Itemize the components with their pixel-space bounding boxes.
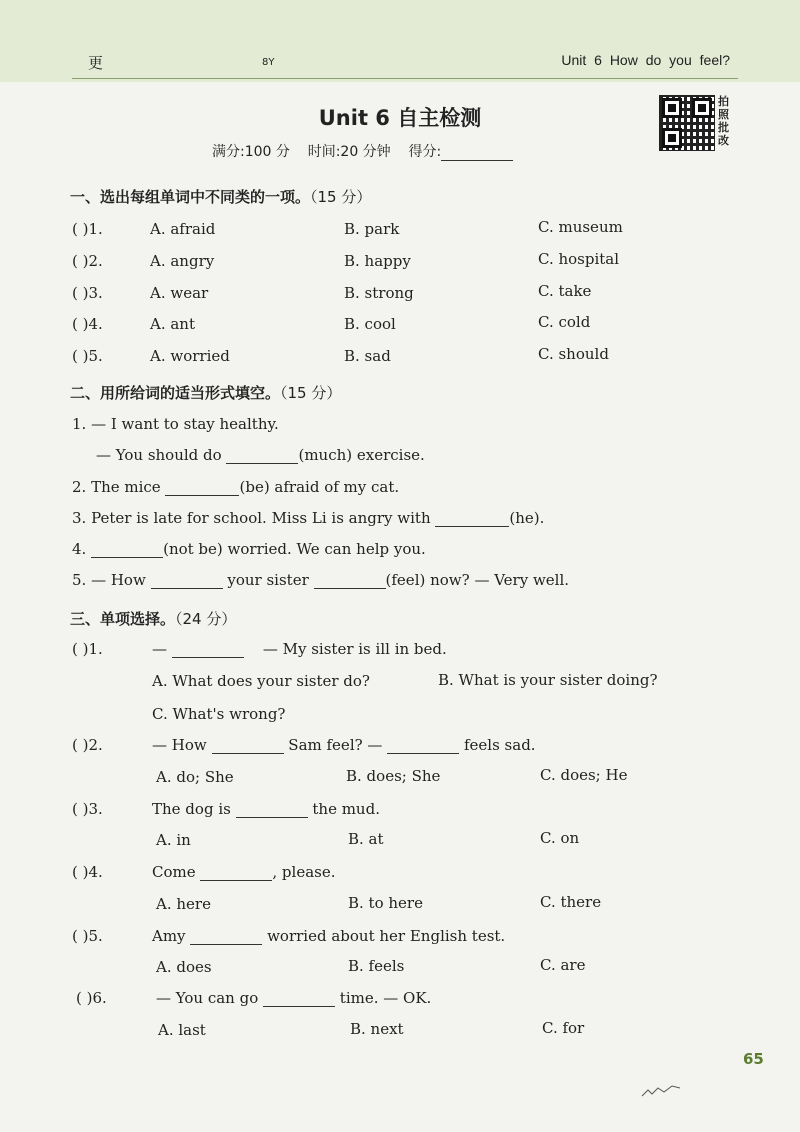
s2-q1-post: (much) exercise. bbox=[298, 446, 425, 464]
s3-q3-option-c: C. on bbox=[540, 829, 580, 847]
s1-q1-option-a: A. afraid bbox=[150, 220, 216, 238]
s3-q1-post: — My sister is ill in bed. bbox=[262, 640, 447, 658]
s1-q4-option-c: C. cold bbox=[538, 313, 591, 331]
s1-q3-num[interactable]: ( )3. bbox=[72, 284, 103, 302]
s1-q3-option-b: B. strong bbox=[344, 284, 414, 302]
s3-q5-option-a: A. does bbox=[156, 958, 212, 976]
s3-q1-option-a: A. What does your sister do? bbox=[152, 672, 370, 690]
s3-q3-stem bbox=[152, 800, 380, 818]
s2-q1-pre: — You should do bbox=[96, 446, 222, 464]
s3-q4-option-c: C. there bbox=[540, 893, 602, 911]
time-limit: 时间:20 分钟 bbox=[307, 144, 391, 160]
header-code: 8Y bbox=[262, 57, 275, 68]
s3-q5-option-c: C. are bbox=[540, 956, 586, 974]
s1-q5-option-b: B. sad bbox=[344, 347, 391, 365]
s3-q5-pre: Amy bbox=[152, 927, 186, 945]
s3-q1-num[interactable]: ( )1. bbox=[72, 640, 103, 658]
s1-q3-option-a: A. wear bbox=[150, 284, 209, 302]
s1-q2-option-a: A. angry bbox=[150, 252, 215, 270]
s2-q2 bbox=[72, 478, 399, 496]
s3-q3-blank[interactable] bbox=[236, 802, 308, 818]
s3-q6-stem bbox=[156, 989, 431, 1007]
s1-q2-option-c: C. hospital bbox=[538, 250, 620, 268]
s2-q1-blank[interactable] bbox=[226, 448, 298, 464]
section2-title: 二、用所给词的适当形式填空。 bbox=[70, 384, 281, 402]
s1-q5-option-a: A. worried bbox=[150, 347, 230, 365]
s3-q5-num[interactable]: ( )5. bbox=[72, 927, 103, 945]
s3-q4-option-b: B. to here bbox=[348, 894, 423, 912]
pencil-mark-icon bbox=[640, 1082, 690, 1098]
s3-q1-stem bbox=[152, 640, 447, 658]
s3-q2-mid: Sam feel? — bbox=[288, 736, 383, 754]
s3-q4-num[interactable]: ( )4. bbox=[72, 863, 103, 881]
s2-q2-blank[interactable] bbox=[165, 480, 239, 496]
s2-q5-blank-1[interactable] bbox=[151, 573, 223, 589]
s3-q3-num[interactable]: ( )3. bbox=[72, 800, 103, 818]
s1-q5-num[interactable]: ( )5. bbox=[72, 347, 103, 365]
s3-q4-pre: Come bbox=[152, 863, 196, 881]
score-line bbox=[212, 141, 513, 161]
section3-title: 三、单项选择。 bbox=[70, 610, 176, 628]
s1-q1-option-c: C. museum bbox=[538, 218, 623, 236]
s3-q5-stem bbox=[152, 927, 505, 945]
s2-q4 bbox=[72, 540, 426, 558]
s3-q4-blank[interactable] bbox=[200, 865, 272, 881]
full-score: 满分:100 分 bbox=[212, 144, 290, 160]
s3-q1-blank[interactable] bbox=[172, 642, 244, 658]
s3-q1-option-c: C. What's wrong? bbox=[152, 705, 286, 723]
s3-q3-post: the mud. bbox=[312, 800, 380, 818]
s3-q3-pre: The dog is bbox=[152, 800, 231, 818]
s2-q1-line2 bbox=[96, 446, 425, 464]
s2-q2-pre: 2. The mice bbox=[72, 478, 161, 496]
s3-q2-blank-2[interactable] bbox=[387, 738, 459, 754]
page-number: 65 bbox=[743, 1050, 764, 1068]
s2-q2-post: (be) afraid of my cat. bbox=[239, 478, 400, 496]
s3-q5-post: worried about her English test. bbox=[267, 927, 506, 945]
qr-label: 拍照批改 bbox=[718, 95, 729, 147]
s3-q6-blank[interactable] bbox=[263, 991, 335, 1007]
header-band bbox=[0, 0, 800, 82]
s3-q2-option-a: A. do; She bbox=[156, 768, 234, 786]
qr-code-icon[interactable] bbox=[659, 95, 715, 151]
header-left-text: 更 bbox=[88, 54, 104, 72]
page-title: Unit 6 自主检测 bbox=[318, 106, 482, 130]
s3-q2-post: feels sad. bbox=[463, 736, 536, 754]
s3-q3-option-a: A. in bbox=[156, 831, 191, 849]
section2-points: （15 分） bbox=[280, 384, 342, 402]
s2-q5-blank-2[interactable] bbox=[314, 573, 386, 589]
s3-q2-num[interactable]: ( )2. bbox=[72, 736, 103, 754]
section3-points: （24 分） bbox=[175, 610, 237, 628]
score-label: 得分: bbox=[408, 144, 442, 160]
s3-q5-option-b: B. feels bbox=[348, 957, 405, 975]
s3-q1-option-b: B. What is your sister doing? bbox=[438, 671, 658, 689]
s3-q6-option-c: C. for bbox=[542, 1019, 585, 1037]
section3-heading bbox=[70, 608, 236, 629]
s3-q2-pre: — How bbox=[152, 736, 207, 754]
s1-q4-option-b: B. cool bbox=[344, 315, 396, 333]
s1-q2-option-b: B. happy bbox=[344, 252, 411, 270]
s1-q4-num[interactable]: ( )4. bbox=[72, 315, 103, 333]
section1-title: 一、选出每组单词中不同类的一项。 bbox=[70, 188, 311, 206]
s2-q4-post: (not be) worried. We can help you. bbox=[163, 540, 426, 558]
s3-q2-option-c: C. does; He bbox=[540, 766, 628, 784]
s2-q5-pre: 5. — How bbox=[72, 571, 146, 589]
s3-q1-pre: — bbox=[152, 640, 167, 658]
s2-q3 bbox=[72, 509, 544, 527]
s3-q5-blank[interactable] bbox=[190, 929, 262, 945]
score-blank[interactable] bbox=[441, 146, 513, 161]
s3-q3-option-b: B. at bbox=[348, 830, 384, 848]
s3-q6-post: time. — OK. bbox=[339, 989, 432, 1007]
s3-q4-stem bbox=[152, 863, 336, 881]
s3-q6-num[interactable]: ( )6. bbox=[76, 989, 107, 1007]
s1-q1-num[interactable]: ( )1. bbox=[72, 220, 103, 238]
s3-q6-pre: — You can go bbox=[156, 989, 259, 1007]
s2-q3-blank[interactable] bbox=[435, 511, 509, 527]
s2-q5-mid: your sister bbox=[227, 571, 309, 589]
section2-heading bbox=[70, 382, 341, 403]
s3-q2-option-b: B. does; She bbox=[346, 767, 441, 785]
s2-q3-post: (he). bbox=[509, 509, 545, 527]
s2-q5-post: (feel) now? — Very well. bbox=[385, 571, 570, 589]
s3-q6-option-b: B. next bbox=[350, 1020, 404, 1038]
s3-q6-option-a: A. last bbox=[158, 1021, 206, 1039]
s2-q4-blank[interactable] bbox=[91, 542, 163, 558]
s3-q2-blank-1[interactable] bbox=[212, 738, 284, 754]
header-unit-title: Unit 6 How do you feel? bbox=[561, 52, 730, 68]
s1-q2-num[interactable]: ( )2. bbox=[72, 252, 103, 270]
s2-q4-pre: 4. bbox=[72, 540, 87, 558]
s2-q5 bbox=[72, 571, 569, 589]
section1-points: （15 分） bbox=[310, 188, 372, 206]
s3-q4-option-a: A. here bbox=[156, 895, 211, 913]
s1-q1-option-b: B. park bbox=[344, 220, 400, 238]
s2-q1-line1: 1. — I want to stay healthy. bbox=[72, 415, 279, 433]
s3-q4-post: , please. bbox=[272, 863, 336, 881]
s1-q4-option-a: A. ant bbox=[150, 315, 195, 333]
header-rule bbox=[72, 78, 738, 79]
s1-q5-option-c: C. should bbox=[538, 345, 609, 363]
s2-q3-pre: 3. Peter is late for school. Miss Li is angry with bbox=[72, 509, 431, 527]
section1-heading bbox=[70, 186, 371, 207]
s1-q3-option-c: C. take bbox=[538, 282, 592, 300]
s3-q2-stem bbox=[152, 736, 536, 754]
